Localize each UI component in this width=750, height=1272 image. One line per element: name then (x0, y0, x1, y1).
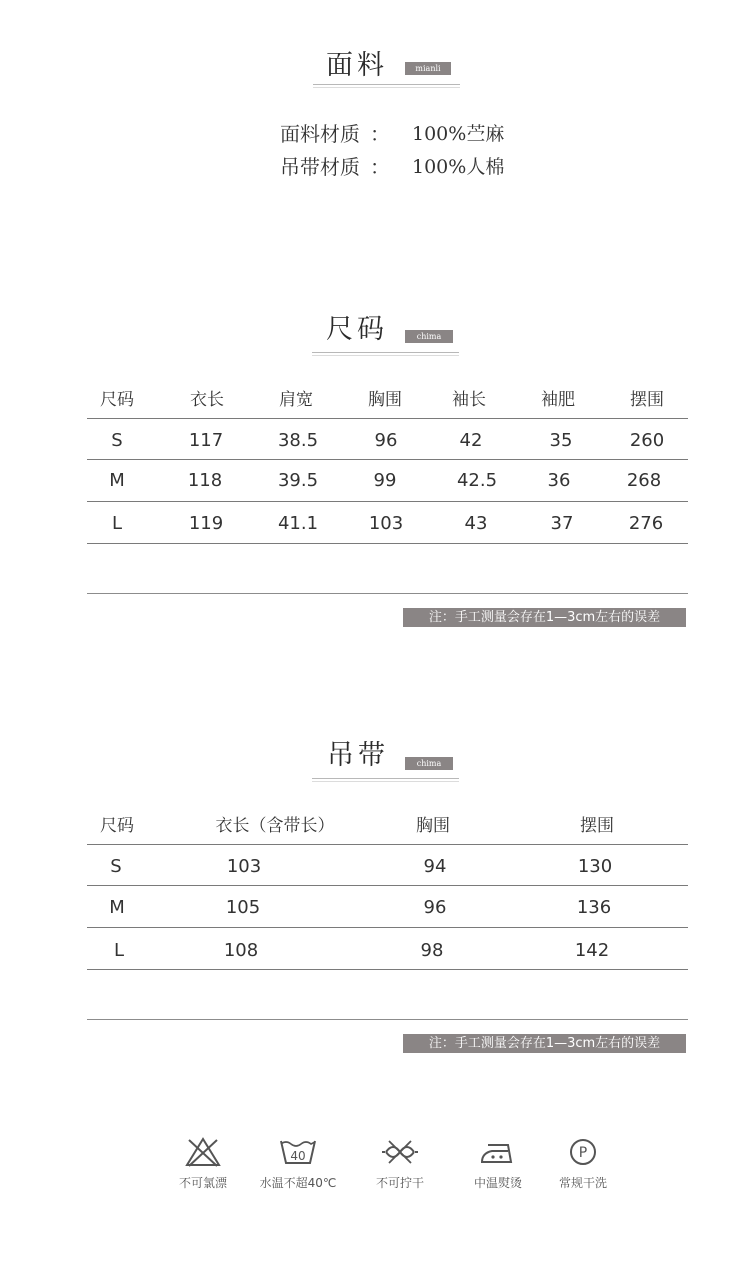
size-s-hem: 260 (629, 430, 665, 451)
size-s-sleeve-length: 42 (459, 430, 483, 451)
care-label-dry-clean: 常规干洗 (558, 1176, 607, 1190)
strap-header-length: 衣长（含带长） (215, 816, 335, 836)
care-item-iron-medium (453, 1136, 543, 1191)
size-s-shoulder: 38.5 (277, 430, 319, 451)
strap-table-rule (87, 885, 688, 886)
fabric-section-title: 面料 (326, 50, 388, 81)
care-label-no-bleach: 不可氯漂 (178, 1176, 227, 1190)
size-table-rule (87, 501, 688, 502)
size-s-length: 117 (188, 430, 224, 451)
size-m-hem: 268 (626, 470, 662, 491)
strap-table-rule (87, 927, 688, 928)
strap-table-rule (87, 844, 688, 845)
size-header-shoulder: 肩宽 (279, 390, 313, 410)
strap-s-hem: 130 (577, 856, 613, 877)
size-l-length: 119 (188, 513, 224, 534)
size-m-sleeve-width: 36 (547, 470, 571, 491)
size-l-sleeve-width: 37 (550, 513, 574, 534)
size-m-bust: 99 (373, 470, 397, 491)
strap-l-length: 108 (223, 940, 259, 961)
size-table-bottom-rule (87, 593, 688, 594)
strap-header-bust: 胸围 (416, 816, 450, 836)
strap-table-rule (87, 969, 688, 970)
strap-m-length: 105 (225, 897, 261, 918)
strap-m-hem: 136 (576, 897, 612, 918)
dry-clean-badge: P (578, 1145, 588, 1161)
care-item-no-wring (355, 1136, 445, 1191)
size-section-title: 尺码 (326, 314, 388, 345)
size-header-hem: 摆围 (630, 390, 664, 410)
size-section-tag: chima (405, 330, 453, 343)
size-header-sleeve-length: 袖长 (452, 390, 486, 410)
fabric-label: 面料材质 (280, 122, 360, 146)
care-label-wash-40: 水温不超40℃ (259, 1176, 337, 1190)
wash-40-badge: 40 (290, 1149, 306, 1163)
strap-table (87, 806, 688, 1026)
strap-l-size: L (113, 940, 125, 961)
strap-measurement-note: 注：手工测量会存在1—3cm左右的误差 (403, 1034, 686, 1053)
strap-section-underline (312, 778, 459, 779)
strap-m-size: M (109, 897, 125, 918)
size-header-bust: 胸围 (368, 390, 402, 410)
strap-fabric-label: 吊带材质 (280, 155, 360, 179)
strap-table-bottom-rule (87, 1019, 688, 1020)
size-m-length: 118 (187, 470, 223, 491)
fabric-section-underline (313, 84, 460, 85)
size-header-length: 衣长 (190, 390, 224, 410)
strap-fabric-value: 100%人棉 (412, 156, 505, 178)
care-label-iron-medium: 中温熨烫 (473, 1176, 522, 1190)
care-item-wash-40 (253, 1136, 343, 1191)
size-header-sleeve-width: 袖肥 (541, 390, 575, 410)
size-s-size: S (111, 430, 123, 451)
strap-s-bust: 94 (423, 856, 447, 877)
size-l-size: L (111, 513, 123, 534)
size-measurement-note: 注：手工测量会存在1—3cm左右的误差 (403, 608, 686, 627)
fabric-value: 100%苎麻 (412, 123, 505, 145)
size-m-size: M (109, 470, 125, 491)
size-s-bust: 96 (374, 430, 398, 451)
size-m-shoulder: 39.5 (277, 470, 319, 491)
iron-medium-icon (478, 1136, 518, 1168)
fabric-row-main (0, 124, 750, 148)
size-l-sleeve-length: 43 (464, 513, 488, 534)
dry-clean-p-icon (563, 1136, 603, 1168)
care-label-no-wring: 不可拧干 (375, 1176, 424, 1190)
care-item-no-bleach (158, 1136, 248, 1191)
size-table (87, 380, 688, 600)
size-section-underline (312, 352, 459, 353)
strap-section-tag: chima (405, 757, 453, 770)
strap-s-length: 103 (226, 856, 262, 877)
strap-section-title: 吊带 (327, 740, 389, 771)
size-m-sleeve-length: 42.5 (456, 470, 498, 491)
strap-s-size: S (110, 856, 122, 877)
strap-header-size: 尺码 (100, 816, 134, 836)
size-l-bust: 103 (368, 513, 404, 534)
fabric-colon: ： (370, 122, 390, 146)
size-s-sleeve-width: 35 (549, 430, 573, 451)
strap-m-bust: 96 (423, 897, 447, 918)
size-table-rule (87, 418, 688, 419)
size-l-shoulder: 41.1 (277, 513, 319, 534)
size-table-rule (87, 543, 688, 544)
size-header-size: 尺码 (100, 390, 134, 410)
strap-fabric-colon: ： (370, 155, 390, 179)
no-wring-icon (380, 1136, 420, 1168)
no-bleach-icon (183, 1136, 223, 1168)
fabric-row-strap (0, 157, 750, 181)
strap-l-bust: 98 (420, 940, 444, 961)
fabric-section-tag: mianli (405, 62, 451, 75)
strap-header-hem: 摆围 (580, 816, 614, 836)
care-item-dry-clean (538, 1136, 628, 1191)
size-l-hem: 276 (628, 513, 664, 534)
wash-40-icon (278, 1136, 318, 1168)
size-table-rule (87, 459, 688, 460)
strap-l-hem: 142 (574, 940, 610, 961)
